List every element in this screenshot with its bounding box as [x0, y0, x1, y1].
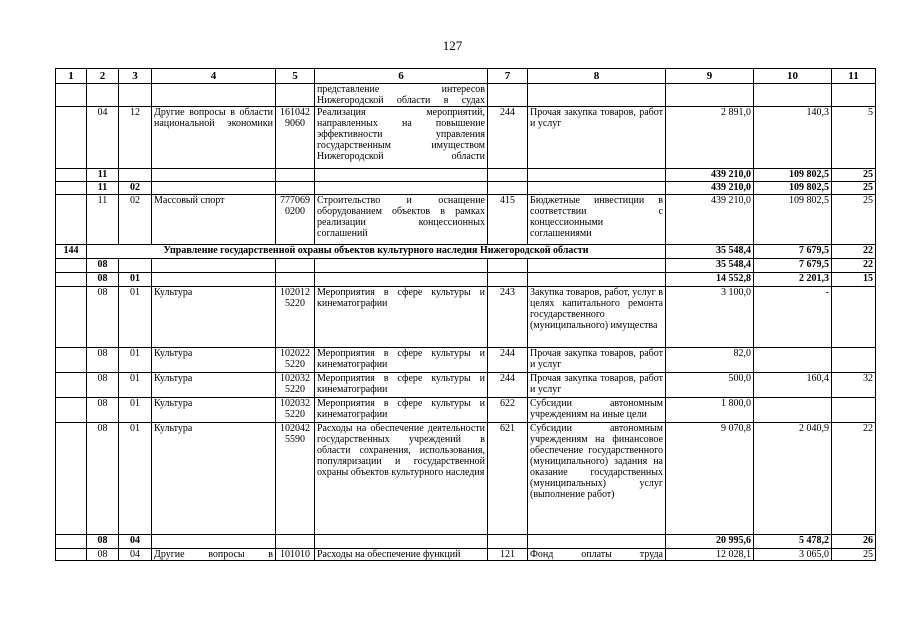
cell-name [152, 535, 276, 549]
cell-name: Культура [152, 373, 276, 398]
cell-section [56, 259, 87, 273]
cell-section [56, 182, 87, 195]
cell-description: Мероприятия в сфере культуры и кинематографии [315, 348, 488, 373]
cell-subsection: 12 [119, 107, 152, 169]
cell-type [488, 535, 528, 549]
cell-chapter: 08 [87, 535, 119, 549]
cell-type-name [528, 182, 666, 195]
header-cell: 9 [666, 69, 754, 84]
table-row [56, 182, 876, 195]
cell-chapter: 08 [87, 549, 119, 561]
cell-chapter: 08 [87, 348, 119, 373]
cell-chapter: 04 [87, 107, 119, 169]
cell-type-name [528, 535, 666, 549]
cell-section [56, 287, 87, 348]
cell-type: 622 [488, 398, 528, 423]
cell-type-name: Прочая закупка товаров, работ и услуг [528, 348, 666, 373]
cell-description [315, 169, 488, 182]
cell-plan: 14 552,8 [666, 273, 754, 287]
cell-section [56, 423, 87, 535]
cell-type-name: Прочая закупка товаров, работ и услуг [528, 373, 666, 398]
cell-percent: 22 [832, 259, 876, 273]
cell-percent: 25 [832, 169, 876, 182]
cell-name [152, 273, 276, 287]
table-row [56, 169, 876, 182]
cell-actual: 3 065,0 [754, 549, 832, 561]
cell-chapter: 08 [87, 287, 119, 348]
cell-code [276, 169, 315, 182]
table-row [56, 549, 876, 561]
cell-section [56, 107, 87, 169]
cell-type [488, 84, 528, 107]
cell-name [152, 84, 276, 107]
cell-actual: 109 802,5 [754, 182, 832, 195]
cell-type-name: Фонд оплаты труда [528, 549, 666, 561]
cell-section [56, 549, 87, 561]
cell-type-name [528, 84, 666, 107]
cell-name: Культура [152, 287, 276, 348]
cell-code [276, 535, 315, 549]
cell-plan: 3 100,0 [666, 287, 754, 348]
cell-type-name: Закупка товаров, работ, услуг в целях капитального ремонта государственного (муниципального) имущества [528, 287, 666, 348]
cell-description: Расходы на обеспечение функций [315, 549, 488, 561]
cell-subsection: 01 [119, 373, 152, 398]
cell-description [315, 273, 488, 287]
cell-type-name [528, 273, 666, 287]
cell-plan: 82,0 [666, 348, 754, 373]
header-cell: 2 [87, 69, 119, 84]
cell-subsection [119, 169, 152, 182]
cell-code: 101010 [276, 549, 315, 561]
cell-percent: 5 [832, 107, 876, 169]
cell-plan: 439 210,0 [666, 169, 754, 182]
cell-type [488, 273, 528, 287]
table-row [56, 423, 876, 535]
cell-chapter: 11 [87, 195, 119, 245]
cell-type-name: Субсидии автономным учреждениям на финансовое обеспечение государственного (муниципального) задания на оказание государственных (муниципальных) услуг (выполнение работ) [528, 423, 666, 535]
cell-name: Другие вопросы в [152, 549, 276, 561]
cell-type-name: Бюджетные инвестиции в соответствии с концессионными соглашениями [528, 195, 666, 245]
cell-name: Культура [152, 423, 276, 535]
cell-description: Мероприятия в сфере культуры и кинематографии [315, 398, 488, 423]
header-cell: 10 [754, 69, 832, 84]
cell-code: 1020225220 [276, 348, 315, 373]
cell-description [315, 535, 488, 549]
cell-chapter: 11 [87, 169, 119, 182]
cell-actual: 109 802,5 [754, 169, 832, 182]
cell-percent [832, 84, 876, 107]
cell-description [315, 182, 488, 195]
cell-type: 244 [488, 348, 528, 373]
cell-subsection: 04 [119, 535, 152, 549]
cell-actual: 2 201,3 [754, 273, 832, 287]
cell-percent: 15 [832, 273, 876, 287]
cell-code [276, 84, 315, 107]
cell-subsection: 02 [119, 195, 152, 245]
header-cell: 3 [119, 69, 152, 84]
cell-percent [832, 348, 876, 373]
header-cell: 6 [315, 69, 488, 84]
cell-type: 243 [488, 287, 528, 348]
cell-actual [754, 398, 832, 423]
cell-subsection: 01 [119, 423, 152, 535]
cell-actual: 7 679,5 [754, 245, 832, 259]
header-cell: 8 [528, 69, 666, 84]
cell-code: 1020125220 [276, 287, 315, 348]
cell-code [276, 182, 315, 195]
cell-code [276, 273, 315, 287]
cell-name: Культура [152, 348, 276, 373]
cell-type [488, 259, 528, 273]
table-row [56, 348, 876, 373]
cell-subsection: 01 [119, 348, 152, 373]
cell-actual: 109 802,5 [754, 195, 832, 245]
cell-chapter: 08 [87, 259, 119, 273]
cell-description: Строительство и оснащение оборудованием объектов в рамках реализации концессионных соглашений [315, 195, 488, 245]
cell-code: 1610429060 [276, 107, 315, 169]
cell-name: Другие вопросы в области национальной экономики [152, 107, 276, 169]
cell-section [56, 348, 87, 373]
cell-chapter [87, 84, 119, 107]
cell-type: 244 [488, 107, 528, 169]
cell-actual: 7 679,5 [754, 259, 832, 273]
cell-percent: 32 [832, 373, 876, 398]
header-cell: 4 [152, 69, 276, 84]
cell-subsection: 01 [119, 287, 152, 348]
cell-description: Мероприятия в сфере культуры и кинематографии [315, 287, 488, 348]
table-row [56, 245, 876, 259]
cell-percent: 22 [832, 423, 876, 535]
cell-type [488, 182, 528, 195]
cell-name: Массовый спорт [152, 195, 276, 245]
cell-actual: 2 040,9 [754, 423, 832, 535]
cell-description: Реализация мероприятий, направленных на повышение эффективности управления государственным имуществом Нижегородской области [315, 107, 488, 169]
cell-subsection [119, 259, 152, 273]
cell-type [488, 169, 528, 182]
cell-plan: 2 891,0 [666, 107, 754, 169]
cell-actual [754, 84, 832, 107]
cell-actual: 140,3 [754, 107, 832, 169]
cell-description: Мероприятия в сфере культуры и кинематографии [315, 373, 488, 398]
cell-percent: 22 [832, 245, 876, 259]
cell-name [152, 259, 276, 273]
cell-plan [666, 84, 754, 107]
cell-chapter: 08 [87, 398, 119, 423]
cell-description: Расходы на обеспечение деятельности государственных учреждений в области сохранения, использования, популяризации и государственной охраны объектов культурного наследия [315, 423, 488, 535]
table-row [56, 535, 876, 549]
cell-chapter: 08 [87, 373, 119, 398]
cell-code: 1020425590 [276, 423, 315, 535]
table-row [56, 259, 876, 273]
cell-percent [832, 398, 876, 423]
cell-code: 1020325220 [276, 398, 315, 423]
cell-plan: 12 028,1 [666, 549, 754, 561]
table-row [56, 373, 876, 398]
cell-description: представление интересов Нижегородской области в судах [315, 84, 488, 107]
cell-type: 415 [488, 195, 528, 245]
cell-code: 7770690200 [276, 195, 315, 245]
cell-description [315, 259, 488, 273]
cell-plan: 35 548,4 [666, 259, 754, 273]
table-row [56, 398, 876, 423]
header-cell: 7 [488, 69, 528, 84]
header-cell: 1 [56, 69, 87, 84]
cell-section [56, 398, 87, 423]
cell-subsection: 02 [119, 182, 152, 195]
cell-subsection [119, 84, 152, 107]
cell-plan: 20 995,6 [666, 535, 754, 549]
cell-subsection: 01 [119, 398, 152, 423]
cell-plan: 439 210,0 [666, 195, 754, 245]
cell-type-name: Прочая закупка товаров, работ и услуг [528, 107, 666, 169]
cell-type: 121 [488, 549, 528, 561]
cell-actual [754, 348, 832, 373]
cell-percent [832, 287, 876, 348]
cell-code: 1020325220 [276, 373, 315, 398]
cell-percent: 25 [832, 195, 876, 245]
cell-percent: 25 [832, 182, 876, 195]
table-row [56, 273, 876, 287]
cell-section [56, 535, 87, 549]
cell-subsection: 04 [119, 549, 152, 561]
cell-section [56, 273, 87, 287]
cell-subsection: 01 [119, 273, 152, 287]
cell-section [56, 373, 87, 398]
agency-title: Управление государственной охраны объектов культурного наследия Нижегородской области [87, 245, 666, 259]
cell-plan: 500,0 [666, 373, 754, 398]
budget-table [55, 68, 876, 561]
cell-code [276, 259, 315, 273]
header-cell: 5 [276, 69, 315, 84]
table-row [56, 195, 876, 245]
cell-plan: 35 548,4 [666, 245, 754, 259]
cell-chapter: 11 [87, 182, 119, 195]
header-cell: 11 [832, 69, 876, 84]
cell-percent: 25 [832, 549, 876, 561]
cell-section [56, 169, 87, 182]
cell-percent: 26 [832, 535, 876, 549]
cell-type-name [528, 259, 666, 273]
cell-actual: 5 478,2 [754, 535, 832, 549]
cell-plan: 439 210,0 [666, 182, 754, 195]
cell-chapter: 08 [87, 423, 119, 535]
table-row [56, 107, 876, 169]
cell-type: 244 [488, 373, 528, 398]
cell-name: Культура [152, 398, 276, 423]
cell-plan: 9 070,8 [666, 423, 754, 535]
cell-chapter: 08 [87, 273, 119, 287]
page-number: 127 [442, 38, 463, 53]
cell-type-name: Субсидии автономным учреждениям на иные цели [528, 398, 666, 423]
cell-type: 621 [488, 423, 528, 535]
cell-name [152, 169, 276, 182]
cell-actual: 160,4 [754, 373, 832, 398]
cell-section: 144 [56, 245, 87, 259]
table-row [56, 84, 876, 107]
cell-plan: 1 800,0 [666, 398, 754, 423]
cell-type-name [528, 169, 666, 182]
cell-section [56, 84, 87, 107]
cell-section [56, 195, 87, 245]
cell-actual: - [754, 287, 832, 348]
header-row [56, 69, 876, 84]
cell-name [152, 182, 276, 195]
table-row [56, 287, 876, 348]
